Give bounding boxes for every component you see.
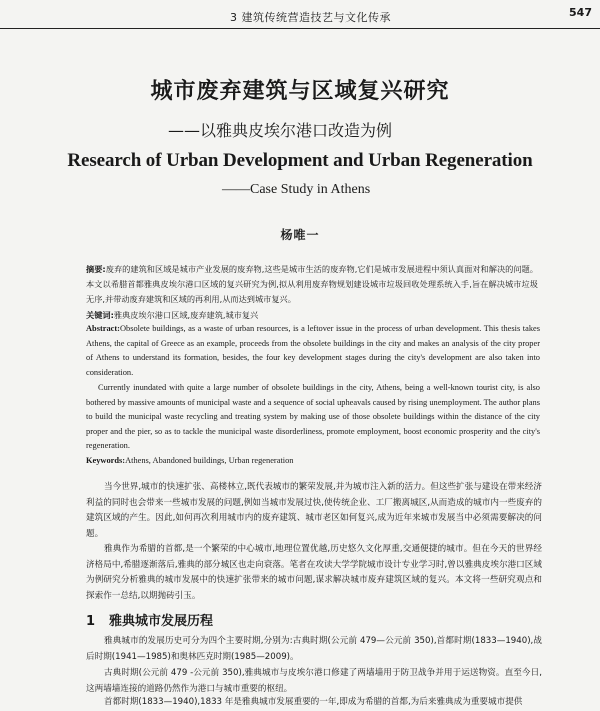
- title-english: Research of Urban Development and Urban Regeneration: [67, 150, 533, 171]
- running-head: [0, 6, 600, 29]
- running-head-section: 3 建筑传统营造技艺与文化传承: [230, 11, 391, 24]
- body-paragraph: 雅典作为希腊的首都,是一个繁荣的中心城市,地理位置优越,历史悠久文化厚重,交通便捷的城市。但在今天的世界经济格局中,希腊逐渐落后,雅典的部分城区也走向衰落。笔者在攻读大学学院城市设计专业学习时,曾以雅典皮埃尔港口区域为例研究分析雅典的城市发展中的快速扩张带来的城市问题,谋求解决城市废弃建筑区域的复兴。本文将一些研究观点和探索作一总结,以期抛砖引玉。: [86, 544, 542, 601]
- page-number: 547: [569, 6, 592, 19]
- keywords-english-text: Athens, Abandoned buildings, Urban regeneration: [125, 456, 294, 465]
- body-paragraph: 雅典城市的发展历史可分为四个主要时期,分别为:古典时期(公元前 479—公元前 350),首都时期(1833—1940),战后时期(1941—1985)和奥林匹克时期(1985—2009)。: [86, 636, 542, 662]
- abstract-english-text: Obsolete buildings, as a waste of urban resources, is a leftover issue in the process of urban development. This thesis takes Athens, the capital of Greece as an example, proceeds from the obsolete buildings in the city and makes an analysis of the city proper of Athens to understand its formation, besides, the four key development stages during the city's development are also taken into consideration.: [86, 324, 540, 377]
- abstract-chinese-label: 摘要:: [86, 264, 106, 274]
- body-paragraph: 古典时期(公元前 479 -公元前 350),雅典城市与皮埃尔港口修建了两墙墙用于防卫战争并用于运送物资。直至今日,这两墙墙连接的道路仍然作为港口与城市重要的枢纽。: [86, 668, 542, 694]
- abstract-chinese-text: 废弃的建筑和区域是城市产业发展的废弃物,这些是城市生活的废弃物,它们是城市发展进程中须认真面对和解决的问题。本文以希腊首都雅典皮埃尔港口区域的复兴研究为例,拟从利用废弃物规划建设城市垃圾回收处理系统入手,旨在解决城市垃圾无序,并带动废弃建筑和区域的再利用,从而达到城市复兴。: [86, 264, 538, 304]
- section-title: 雅典城市发展历程: [109, 614, 214, 629]
- abstract-english-label: Abstract:: [86, 324, 120, 333]
- abstract-chinese: [86, 262, 538, 307]
- keywords-chinese: [86, 308, 538, 322]
- abstract-english: [86, 322, 540, 380]
- keywords-english: [86, 454, 540, 468]
- section-heading: [86, 610, 213, 629]
- title-chinese: 城市废弃建筑与区域复兴研究: [150, 79, 450, 104]
- keywords-chinese-text: 雅典皮埃尔港口区域,废弃建筑,城市复兴: [113, 310, 259, 320]
- body-paragraph: 当今世界,城市的快速扩张、高楼林立,既代表城市的繁荣发展,并为城市注入新的活力。但这些扩张与建设在带来经济利益的同时也会带来一些城市发展的问题,例如当城市发展过快,使传统企业、工厂搬离城区,从而造成的城市内一些废弃的建筑区域的产生。因此,如何再次利用城市内的废弃建筑、城市老区如何复兴,成为近年来城市发展当中必须需要解决的问题。: [86, 482, 542, 539]
- abstract-english-paragraph-2: Currently inundated with quite a large number of obsolete buildings in the city, Athens, being a well-known tourist city, is also bothered by massive amounts of municipal waste and a sequence of social upheavals caused by rising unemployment. The author plans to build the municipal waste recycling and treating system by making use of those obsolete buildings within the distance of the city proper and the pier, so as to tackle the municipal waste disorderliness, promote employment, boost economic prosperity and the city's regeneration.: [86, 383, 540, 451]
- author: 杨唯一: [280, 228, 320, 242]
- subtitle-chinese: ——以雅典皮埃尔港口改造为例: [168, 121, 393, 140]
- keywords-chinese-label: 关键词:: [86, 310, 114, 320]
- section-number: 1: [86, 614, 96, 629]
- body-paragraph: 首都时期(1833—1940),1833 年是雅典城市发展重要的一年,即成为希腊的首都,为后来雅典成为重要城市提供: [104, 697, 523, 707]
- subtitle-english: ——Case Study in Athens: [222, 182, 371, 197]
- keywords-english-label: Keywords:: [86, 456, 126, 465]
